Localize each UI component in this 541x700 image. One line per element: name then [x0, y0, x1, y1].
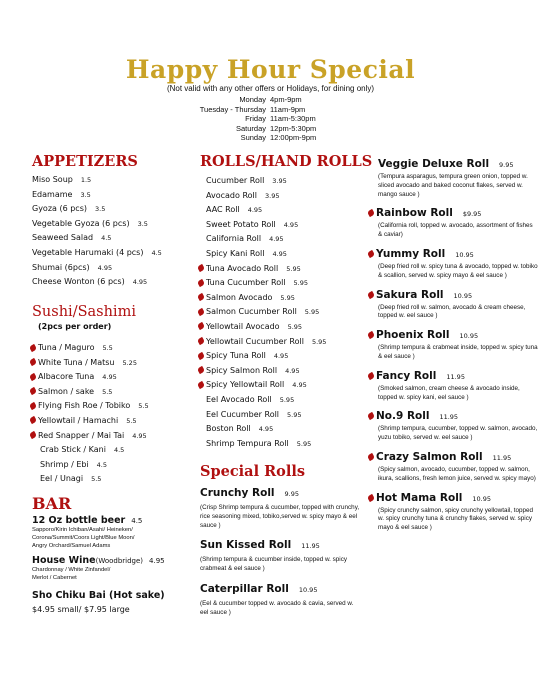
- page-title: Happy Hour Special: [125, 55, 416, 84]
- list-item: [30, 399, 149, 414]
- special-roll-item: [200, 487, 360, 530]
- item-price: 10.95: [472, 494, 491, 503]
- roll-name-line: [368, 207, 538, 219]
- list-item: [30, 356, 149, 371]
- item-name: Shrimp / Ebi: [40, 459, 89, 469]
- item-desc: (Tempura asparagus, tempura green onion, topped w. sliced avocado and baked coconut flakes, served w. mango sauce ): [378, 173, 528, 198]
- special-roll-item: [368, 329, 538, 362]
- item-price: 5.5: [102, 344, 113, 352]
- hours-row: [0, 114, 541, 124]
- item-price: 4.95: [269, 235, 284, 244]
- item-price: 5.95: [287, 410, 302, 419]
- leaf-icon: [197, 308, 205, 316]
- special-roll-item: [200, 583, 360, 618]
- item-name: Vegetable Harumaki (4 pcs): [32, 247, 144, 257]
- leaf-icon: [197, 352, 205, 360]
- specials-right-list: [368, 158, 538, 533]
- leaf-icon: [197, 293, 205, 301]
- item-name: Phoenix Roll: [376, 329, 450, 342]
- list-item: [30, 429, 149, 444]
- list-item: [32, 261, 162, 276]
- leaf-icon: [197, 366, 205, 374]
- item-price: 3.5: [80, 190, 91, 199]
- item-price: 3.5: [137, 219, 148, 228]
- item-price: 1.5: [80, 176, 92, 184]
- appetizers-heading: APPETIZERS: [32, 153, 138, 170]
- item-name: Sweet Potato Roll: [206, 219, 276, 229]
- item-price: 4.95: [283, 220, 299, 229]
- item-price: 5.95: [293, 279, 309, 288]
- item-price: 4.5: [113, 446, 125, 455]
- leaf-icon: [367, 493, 375, 501]
- list-item: [198, 378, 326, 393]
- special-roll-item: [368, 492, 538, 533]
- leaf-icon: [197, 279, 205, 287]
- leaf-icon: [197, 264, 205, 272]
- item-desc: (Smoked salmon, cream cheese & avocado inside, topped w. spicy kani, eel sauce ): [378, 384, 520, 401]
- item-name: California Roll: [206, 234, 262, 244]
- item-name: Crazy Salmon Roll: [376, 450, 483, 463]
- roll-name-line: [368, 158, 538, 170]
- item-price: 4.95: [273, 352, 289, 361]
- hours-day: Monday: [239, 95, 266, 104]
- list-item: [198, 364, 326, 379]
- leaf-icon: [367, 209, 375, 217]
- item-price: 3.95: [272, 177, 287, 185]
- item-name: Red Snapper / Mai Tai: [38, 430, 125, 440]
- item-name: Eel Cucumber Roll: [206, 409, 280, 419]
- item-price: 5.95: [296, 439, 312, 448]
- item-price: 5.5: [91, 475, 102, 484]
- leaf-icon: [29, 431, 37, 439]
- item-name: Vegetable Gyoza (6 pcs): [32, 218, 130, 228]
- item-price: 5.95: [279, 395, 295, 404]
- special-roll-item: [368, 370, 538, 403]
- list-item: [198, 291, 326, 306]
- list-item: [198, 203, 326, 218]
- list-item: [30, 341, 149, 356]
- beer-desc-line: Angry Orchard/Samuel Adams: [32, 543, 111, 549]
- leaf-icon: [367, 453, 375, 461]
- hours-day: Tuesday - Thursday: [199, 104, 266, 114]
- hours-time: 11am-9pm: [270, 104, 306, 114]
- leaf-icon: [367, 372, 375, 380]
- item-name: Gyoza (6 pcs): [32, 204, 87, 214]
- list-item: [198, 320, 326, 335]
- item-price: 3.5: [95, 205, 106, 214]
- leaf-icon: [367, 412, 375, 420]
- item-price: 5.25: [122, 358, 137, 367]
- item-price: 10.95: [455, 250, 474, 259]
- item-price: 4.5: [96, 460, 108, 469]
- item-desc: (Shrimp tempura & crabmeat inside, topped w. spicy tuna & eel sauce ): [378, 344, 538, 360]
- leaf-icon: [29, 402, 37, 410]
- item-price: 9.95: [284, 490, 300, 498]
- hours-time: 11am-5:30pm: [270, 114, 316, 123]
- item-name: Edamame: [32, 189, 73, 199]
- item-name: Avocado Roll: [206, 190, 257, 200]
- item-price: 5.95: [286, 264, 301, 273]
- item-name: Crunchy Roll: [200, 487, 275, 499]
- item-price: 4.95: [102, 373, 117, 382]
- item-price: 4.5: [151, 248, 162, 257]
- special-roll-item: [368, 158, 538, 199]
- item-desc: (California roll, topped w. avocado, assortment of fishes & caviar): [378, 222, 533, 239]
- item-price: 10.95: [298, 585, 318, 594]
- list-item: [30, 472, 149, 487]
- leaf-icon: [367, 250, 375, 258]
- item-name: Flying Fish Roe / Tobiko: [38, 401, 131, 411]
- beer-item: [32, 515, 165, 526]
- validity-note: (Not valid with any other offers or Holidays, for dining only): [166, 84, 375, 93]
- special-rolls-heading: Special Rolls: [200, 463, 306, 480]
- leaf-icon: [367, 290, 375, 298]
- item-price: 5.95: [304, 308, 320, 317]
- hours-day: Sunday: [240, 133, 266, 142]
- item-price: 5.5: [126, 416, 137, 425]
- item-name: Shumai (6pcs): [32, 262, 90, 272]
- item-desc: (Shrimp tempura, cucumber, topped w. salmon, avocado, yuzu tobiko, served w. eel sauce ): [378, 425, 538, 442]
- hours-row: [0, 124, 541, 134]
- item-name: Salmon / sake: [38, 386, 95, 396]
- list-item: [32, 246, 162, 261]
- list-item: [30, 414, 149, 429]
- item-price: 4.5: [101, 234, 112, 243]
- item-name: Albacore Tuna: [38, 372, 95, 382]
- item-name: Yellowtail Cucumber Roll: [206, 336, 304, 346]
- leaf-icon: [197, 322, 205, 330]
- item-price: 4.95: [292, 381, 307, 390]
- item-name: Spicy Tuna Roll: [206, 351, 266, 361]
- hours-time: 4pm-9pm: [270, 95, 302, 104]
- item-name: Rainbow Roll: [376, 207, 453, 220]
- list-item: [32, 202, 162, 217]
- item-name: Tuna Avocado Roll: [206, 263, 279, 273]
- hours-day: Saturday: [235, 123, 266, 133]
- leaf-icon: [29, 343, 37, 351]
- list-item: [32, 275, 162, 290]
- leaf-icon: [197, 337, 205, 345]
- item-name: Sakura Roll: [376, 288, 444, 301]
- list-item: [32, 173, 162, 188]
- list-item: [32, 217, 162, 232]
- list-item: [198, 335, 326, 350]
- item-name: Yummy Roll: [376, 247, 446, 260]
- item-desc: (Spicy crunchy salmon, spicy crunchy yellowtail, topped w. spicy crunchy tuna & crunchy flakes, served w. spicy mayo & eel sauce ): [378, 506, 534, 532]
- special-roll-item: [200, 539, 360, 574]
- leaf-icon: [197, 381, 205, 389]
- item-price: 5.95: [311, 337, 327, 346]
- item-name: Seaweed Salad: [32, 233, 94, 243]
- rolls-heading: ROLLS/HAND ROLLS: [200, 153, 373, 170]
- item-price: 9.95: [499, 161, 514, 169]
- item-price: 11.95: [446, 372, 465, 381]
- item-name: White Tuna / Matsu: [38, 357, 115, 367]
- item-name: Spicy Kani Roll: [206, 248, 265, 258]
- item-price: $9.95: [462, 210, 482, 219]
- list-item: [198, 408, 326, 423]
- list-item: [198, 437, 326, 452]
- list-item: [198, 174, 326, 189]
- item-name: Cheese Wonton (6 pcs): [32, 277, 125, 287]
- item-name: Eel Avocado Roll: [206, 394, 272, 404]
- list-item: [198, 276, 326, 291]
- item-price: 5.5: [138, 402, 149, 411]
- list-item: [198, 247, 326, 262]
- roll-name-line: [368, 451, 538, 463]
- item-name: Salmon Avocado: [206, 292, 273, 302]
- item-name: 12 Oz bottle beer: [32, 515, 126, 526]
- wine-desc-line: Merlot / Cabernet: [32, 575, 77, 581]
- special-roll-item: [368, 451, 538, 484]
- appetizers-list: [32, 173, 162, 290]
- sake-price: $4.95 small/ $7.95 large: [32, 605, 130, 614]
- leaf-icon: [29, 387, 37, 395]
- list-item: [32, 231, 162, 246]
- sake-item: Sho Chiku Bai (Hot sake): [32, 590, 165, 601]
- item-name: Boston Roll: [206, 424, 251, 434]
- list-item: [198, 305, 326, 320]
- hours-row: [0, 95, 541, 105]
- roll-name-line: [368, 492, 538, 504]
- item-desc: (Spicy salmon, avocado, cucumber, topped w. salmon, ikura, scallions, fresh lemon juice, served w. spicy mayo): [378, 465, 536, 482]
- leaf-icon: [29, 373, 37, 381]
- beer-desc-line: Corona/Summit/Coors Light/Blue Moon/: [32, 535, 135, 541]
- roll-name-line: [368, 248, 538, 260]
- item-name: House Wine: [32, 555, 96, 566]
- leaf-icon: [367, 331, 375, 339]
- item-name: Yellowtail Avocado: [206, 321, 280, 331]
- list-item: [198, 422, 326, 437]
- item-name: Crab Stick / Kani: [40, 445, 106, 455]
- item-name: No.9 Roll: [376, 410, 430, 423]
- item-desc: (Crisp Shrimp tempura & cucumber, topped with crunchy, rice seasoning mixed, tobiko,served w. spicy mayo & eel sauce ): [200, 504, 360, 529]
- sushi-heading: Sushi/Sashimi: [32, 304, 136, 320]
- list-item: [198, 262, 326, 277]
- item-price: 11.95: [492, 453, 512, 462]
- item-name: Shrimp Tempura Roll: [206, 438, 289, 448]
- item-name: Eel / Unagi: [40, 474, 84, 484]
- item-price: 4.95: [272, 249, 287, 258]
- sushi-note: (2pcs per order): [38, 322, 112, 331]
- item-name: AAC Roll: [206, 205, 240, 215]
- wine-item: [32, 555, 165, 566]
- item-desc: (Deep fried roll w. salmon, avocado & cream cheese, topped w. eel sauce ): [378, 303, 526, 320]
- bar-heading: BAR: [32, 494, 72, 513]
- item-name: Tuna / Maguro: [38, 343, 95, 352]
- list-item: [198, 232, 326, 247]
- special-roll-item: [368, 248, 538, 281]
- item-price: 4.95: [258, 425, 274, 434]
- item-desc: (Eel & cucumber topped w. avocado & cavia, served w. eel sauce ): [200, 599, 354, 616]
- roll-name-line: [368, 289, 538, 301]
- item-name: Veggie Deluxe Roll: [378, 158, 490, 170]
- item-name: Hot Mama Roll: [376, 491, 463, 504]
- item-name: Caterpillar Roll: [200, 582, 289, 595]
- list-item: [198, 218, 326, 233]
- item-price: 4.95: [247, 206, 263, 215]
- leaf-icon: [29, 416, 37, 424]
- list-item: [30, 458, 149, 473]
- list-item: [198, 393, 326, 408]
- hours-table: [0, 95, 541, 143]
- list-item: [30, 443, 149, 458]
- roll-name-line: [368, 329, 538, 341]
- roll-name-line: [368, 410, 538, 422]
- hours-row: [0, 133, 541, 143]
- special-roll-item: [368, 289, 538, 322]
- item-price: 5.95: [287, 322, 303, 331]
- roll-name-line: [200, 583, 360, 595]
- list-item: [32, 188, 162, 203]
- item-name: Sun Kissed Roll: [200, 539, 292, 552]
- sushi-list: [30, 341, 149, 487]
- item-name: Spicy Salmon Roll: [206, 365, 278, 375]
- item-sub: (Woodbridge): [95, 557, 144, 565]
- item-price: 4.95: [132, 278, 148, 287]
- item-price: 4.95: [285, 366, 300, 375]
- leaf-icon: [29, 358, 37, 366]
- item-price: 3.95: [265, 191, 280, 200]
- item-price: 4.95: [149, 557, 165, 565]
- list-item: [30, 385, 149, 400]
- special-roll-item: [368, 207, 538, 240]
- item-desc: (Deep fried roll w. spicy tuna & avocado, topped w. tobiko & scallion, served w. spicy mayo & eel sauce ): [378, 262, 538, 279]
- item-name: Salmon Cucumber Roll: [206, 307, 297, 317]
- roll-name-line: [200, 487, 360, 499]
- item-price: 5.5: [102, 387, 113, 396]
- hours-time: 12pm-5:30pm: [270, 123, 317, 133]
- wine-desc-line: Chardonnay / White Zinfandel/: [32, 567, 111, 573]
- hours-day: Friday: [245, 114, 266, 123]
- beer-desc-line: Sapporo/Kirin Ichiban/Asahi/ Heineken/: [32, 527, 133, 533]
- item-name: Yellowtail / Hamachi: [38, 415, 119, 425]
- item-price: 10.95: [453, 291, 473, 300]
- item-name: Spicy Yellowtail Roll: [206, 380, 285, 390]
- hours-time: 12:00pm-9pm: [270, 133, 317, 142]
- list-item: [30, 370, 149, 385]
- item-price: 4.95: [97, 263, 113, 272]
- item-price: 11.95: [301, 542, 320, 551]
- item-name: Fancy Roll: [376, 369, 437, 382]
- special-rolls-list: [200, 487, 360, 618]
- special-roll-item: [368, 410, 538, 443]
- rolls-list: [198, 174, 326, 451]
- item-name: Tuna Cucumber Roll: [206, 278, 286, 288]
- item-price: 4.5: [131, 517, 143, 525]
- item-price: 10.95: [459, 332, 479, 341]
- hours-row: [0, 105, 541, 115]
- roll-name-line: [200, 539, 360, 551]
- item-price: 4.95: [132, 431, 147, 440]
- list-item: [198, 189, 326, 204]
- item-price: 5.95: [280, 293, 295, 302]
- item-name: Miso Soup: [32, 175, 73, 184]
- item-name: Cucumber Roll: [206, 176, 265, 185]
- list-item: [198, 349, 326, 364]
- bar-list: [32, 515, 165, 618]
- roll-name-line: [368, 370, 538, 382]
- item-price: 11.95: [439, 413, 459, 422]
- item-desc: (Shrimp tempura & cucumber inside, topped w. spicy crabmeat & eel sauce ): [200, 556, 347, 573]
